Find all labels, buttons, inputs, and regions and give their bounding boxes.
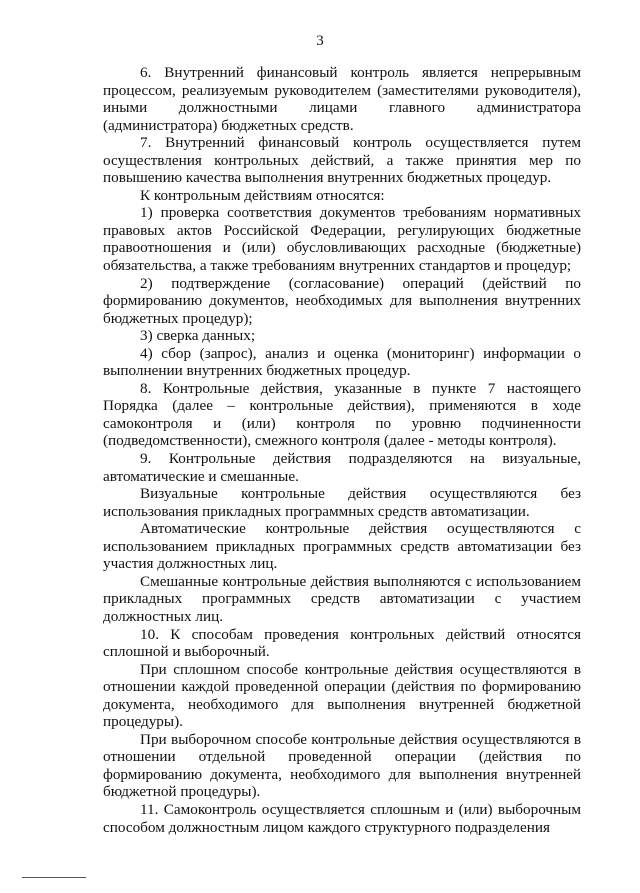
paragraph-visual: Визуальные контрольные действия осуществляются без использования прикладных программных средств автоматизации. xyxy=(103,485,581,520)
page-number: 3 xyxy=(316,33,324,49)
paragraph-continuous-method: При сплошном способе контрольные действия осуществляются в отношении каждой проведенной операции (действия по формированию документа, необходимого для выполнения внутренней бюджетной процедуры). xyxy=(103,660,581,731)
list-item-3: 3) сверка данных; xyxy=(140,327,256,345)
list-item-2: 2) подтверждение (согласование) операций (действий по формированию документов, необходимых для выполнения внутренних бюджетных процедур); xyxy=(103,274,581,327)
paragraph-7: 7. Внутренний финансовый контроль осуществляется путем осуществления контрольных действий, а также принятия мер по повышению качества выполнения внутренних бюджетных процедур. xyxy=(103,134,581,187)
list-item-4: 4) сбор (запрос), анализ и оценка (мониторинг) информации о выполнении внутренних бюджетных процедур. xyxy=(103,344,581,380)
list-item-1: 1) проверка соответствия документов требованиям нормативных правовых актов Российской Федерации, регулирующих бюджетные правоотношения и (или) обусловливающих расходные (бюджетные) обязательства, а также требованиям внутренних стандартов и процедур; xyxy=(103,204,581,275)
paragraph-11: 11. Самоконтроль осуществляется сплошным и (или) выборочным способом должностным лицом каждого структурного подразделения xyxy=(103,800,581,836)
paragraph-9: 9. Контрольные действия подразделяются на визуальные, автоматические и смешанные. xyxy=(103,450,581,485)
paragraph-10: 10. К способам проведения контрольных действий относятся сплошной и выборочный. xyxy=(103,625,581,661)
document-body xyxy=(103,64,581,836)
paragraph-automatic: Автоматические контрольные действия осуществляются с использованием прикладных программных средств автоматизации без участия должностных лиц. xyxy=(103,520,581,573)
paragraph-control-actions-intro: К контрольным действиям относятся: xyxy=(140,186,385,204)
paragraph-6: 6. Внутренний финансовый контроль является непрерывным процессом, реализуемым руководителем (заместителями руководителя), иными должностными лицами главного администратора (администратора) бюджетных средств. xyxy=(103,64,581,134)
paragraph-selective-method: При выборочном способе контрольные действия осуществляются в отношении отдельной проведенной операции (действия по формированию документа, необходимого для выполнения внутренней бюджетной процедуры). xyxy=(103,730,581,801)
footer-divider xyxy=(22,877,86,878)
paragraph-8: 8. Контрольные действия, указанные в пункте 7 настоящего Порядка (далее – контрольные действия), применяются в ходе самоконтроля и (или) контроля по уровню подчиненности (подведомственности), смежного контроля (далее - методы контроля). xyxy=(103,379,581,450)
paragraph-mixed: Смешанные контрольные действия выполняются с использованием прикладных программных средств автоматизации с участием должностных лиц. xyxy=(103,572,581,625)
